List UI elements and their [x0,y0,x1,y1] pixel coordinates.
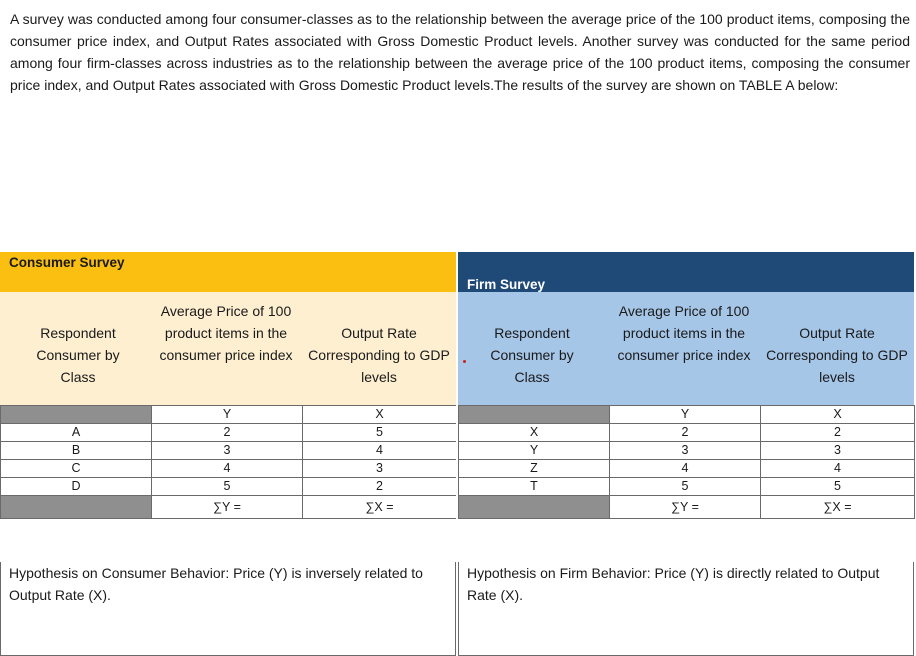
consumer-col-output: Output Rate Corresponding to GDP levels [308,325,450,385]
consumer-col-respondent: Respondent Consumer by Class [36,325,120,385]
firm-col-respondent: Respondent Consumer by Class [490,325,574,385]
table-row [1,442,457,460]
consumer-symbol-row [1,406,457,424]
firm-x-value: 3 [761,442,915,460]
consumer-y-value: 5 [152,478,303,496]
firm-sum-x: ∑X = [761,496,915,519]
intro-paragraph: A survey was conducted among four consumer-classes as to the relationship between the average price of the 100 product items, composing the consumer price index, and Output Rates associated with Gross Domestic Product levels. Another survey was conducted for the same period among four firm-classes across industries as to the relationship between the average price of the 100 product items, composing the consumer price index, and Output Rates associated with Gross Domestic Product levels.The results of the survey are shown on TABLE A below: [10,11,910,93]
section-divider [456,252,458,656]
consumer-survey-title: Consumer Survey [9,255,125,270]
firm-class: Z [459,460,610,478]
consumer-sum-y: ∑Y = [152,496,303,519]
consumer-survey-section [0,252,456,656]
consumer-y-value: 4 [152,460,303,478]
firm-symbol-row [459,406,915,424]
firm-y-value: 5 [610,478,761,496]
consumer-sum-x: ∑X = [303,496,457,519]
consumer-x-value: 5 [303,424,457,442]
firm-y-value: 2 [610,424,761,442]
firm-sum-y: ∑Y = [610,496,761,519]
consumer-class: B [1,442,152,460]
consumer-y-value: 3 [152,442,303,460]
table-row [1,424,457,442]
consumer-header [0,252,456,405]
firm-hypothesis: Hypothesis on Firm Behavior: Price (Y) is directly related to Output Rate (X). [458,562,914,656]
firm-sym-x: X [761,406,915,424]
firm-col-price: Average Price of 100 product items in the consumer price index [617,303,751,363]
blank-cell [1,496,152,519]
consumer-x-value: 3 [303,460,457,478]
consumer-class: A [1,424,152,442]
table-row [1,478,457,496]
consumer-x-value: 4 [303,442,457,460]
consumer-hypothesis: Hypothesis on Consumer Behavior: Price (Y) is inversely related to Output Rate (X). [0,562,456,656]
firm-y-value: 4 [610,460,761,478]
consumer-y-value: 2 [152,424,303,442]
consumer-class: C [1,460,152,478]
firm-survey-section [458,252,914,656]
consumer-data-table [0,405,457,519]
firm-sum-row [459,496,915,519]
table-row [459,460,915,478]
firm-class: X [459,424,610,442]
firm-x-value: 4 [761,460,915,478]
blank-cell [1,406,152,424]
firm-sym-y: Y [610,406,761,424]
firm-survey-title: Firm Survey [467,277,546,292]
consumer-title-band [0,252,456,292]
blank-cell [459,496,610,519]
firm-title-band [458,252,914,292]
table-row [459,442,915,460]
table-row [459,424,915,442]
firm-class: Y [459,442,610,460]
table-row [459,478,915,496]
firm-x-value: 5 [761,478,915,496]
consumer-sym-y: Y [152,406,303,424]
table-row [1,460,457,478]
consumer-col-price: Average Price of 100 product items in the consumer price index [159,303,293,363]
consumer-sum-row [1,496,457,519]
firm-y-value: 3 [610,442,761,460]
firm-data-table [458,405,915,519]
firm-col-output: Output Rate Corresponding to GDP levels [766,325,908,385]
firm-class: T [459,478,610,496]
blank-cell [459,406,610,424]
firm-x-value: 2 [761,424,915,442]
red-dot-mark [463,360,466,363]
firm-header [458,252,914,405]
consumer-sym-x: X [303,406,457,424]
consumer-x-value: 2 [303,478,457,496]
consumer-class: D [1,478,152,496]
